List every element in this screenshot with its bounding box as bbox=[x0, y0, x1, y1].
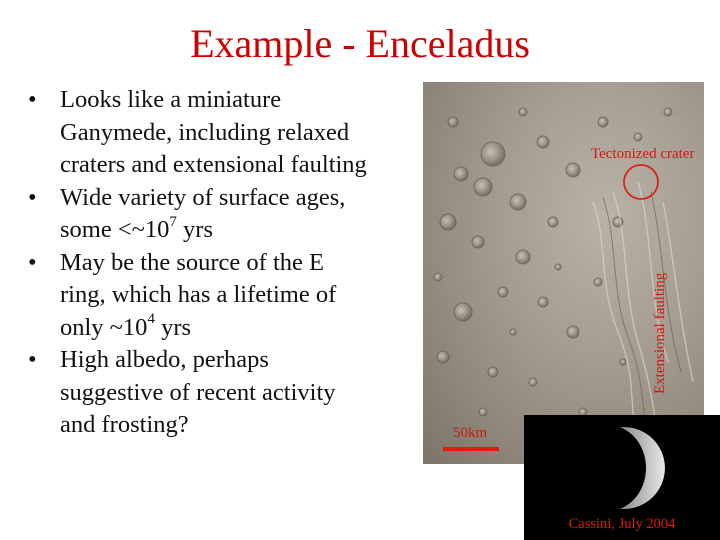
enceladus-surface-image bbox=[423, 82, 704, 464]
bullet-item: • May be the source of the E ring, which has a lifetime of only $\sim 10^4$ yrs bbox=[28, 247, 418, 345]
bullet-item: • High albedo, perhaps suggestive of recent activity and frosting? bbox=[28, 344, 418, 442]
extensional-faulting-label: Extensional faulting bbox=[652, 272, 668, 394]
tectonized-crater-label: Tectonized crater bbox=[591, 146, 695, 162]
inset-caption: Cassini, July 2004 bbox=[568, 516, 676, 532]
scale-bar bbox=[443, 447, 499, 451]
scale-label: 50km bbox=[453, 425, 488, 441]
cassini-inset-image bbox=[524, 415, 720, 540]
bullet-list bbox=[28, 84, 418, 442]
slide-title: Example - Enceladus bbox=[190, 21, 530, 66]
bullet-item: • Looks like a miniature Ganymede, including relaxed craters and extensional faulting bbox=[28, 84, 418, 182]
bullet-item: • Wide variety of surface ages, some $<\sim 10^7$ yrs bbox=[28, 182, 418, 247]
